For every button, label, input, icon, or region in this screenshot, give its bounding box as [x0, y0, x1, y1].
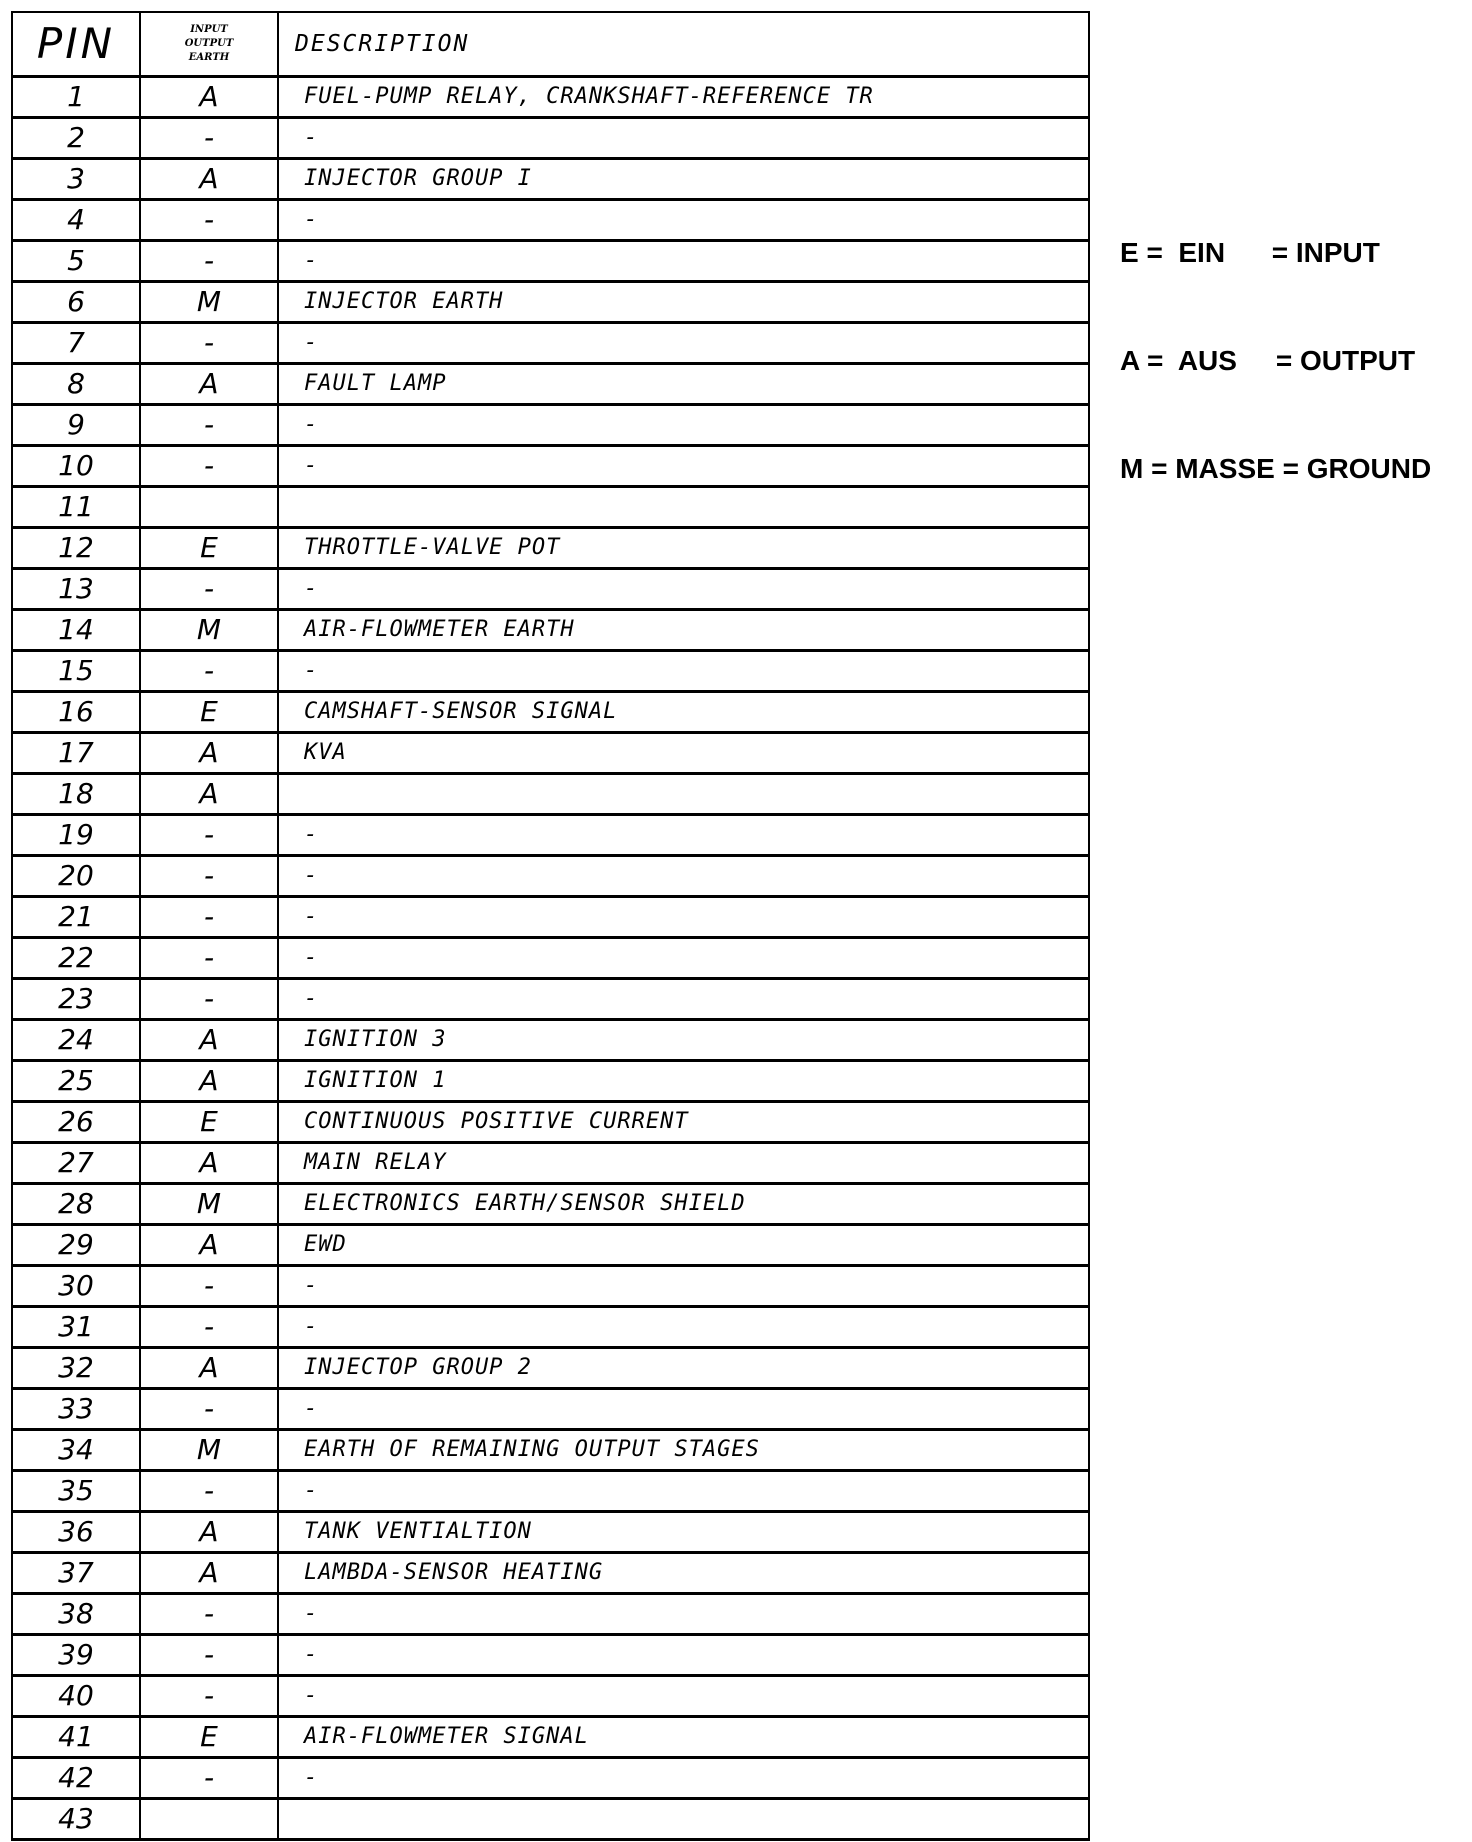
pin-description: -: [278, 199, 1089, 240]
legend-line-input: E = EIN = INPUT: [1120, 237, 1380, 268]
legend-line-output: A = AUS = OUTPUT: [1120, 345, 1416, 376]
pin-description: -: [278, 240, 1089, 281]
pin-io-type: -: [140, 568, 278, 609]
pin-io-type: -: [140, 404, 278, 445]
table-row: [12, 650, 1089, 691]
pin-number: 39: [12, 1634, 140, 1675]
pin-description: INJECTOR EARTH: [278, 281, 1089, 322]
pin-io-type: -: [140, 117, 278, 158]
pin-io-type: -: [140, 322, 278, 363]
pin-number: 4: [12, 199, 140, 240]
pin-number: 40: [12, 1675, 140, 1716]
pin-number: 5: [12, 240, 140, 281]
pin-number: 7: [12, 322, 140, 363]
table-row: [12, 1183, 1089, 1224]
pin-number: 20: [12, 855, 140, 896]
pin-description: EWD: [278, 1224, 1089, 1265]
pin-description: -: [278, 650, 1089, 691]
pin-description: -: [278, 1306, 1089, 1347]
pin-number: 35: [12, 1470, 140, 1511]
table-row: [12, 1224, 1089, 1265]
pin-description: MAIN RELAY: [278, 1142, 1089, 1183]
pin-io-type: A: [140, 1224, 278, 1265]
table-row: [12, 732, 1089, 773]
pin-number: 24: [12, 1019, 140, 1060]
pin-number: 29: [12, 1224, 140, 1265]
pin-io-type: -: [140, 1306, 278, 1347]
pin-number: 42: [12, 1757, 140, 1798]
pin-number: 12: [12, 527, 140, 568]
pin-number: 8: [12, 363, 140, 404]
pin-description: -: [278, 978, 1089, 1019]
pin-io-type: -: [140, 1757, 278, 1798]
pin-description: -: [278, 445, 1089, 486]
pin-number: 33: [12, 1388, 140, 1429]
pin-number: 18: [12, 773, 140, 814]
pin-number: 2: [12, 117, 140, 158]
pin-io-type: -: [140, 1675, 278, 1716]
table-row: [12, 322, 1089, 363]
pin-io-type: E: [140, 1716, 278, 1757]
pin-io-type: -: [140, 240, 278, 281]
pin-io-type: A: [140, 1142, 278, 1183]
pin-io-type: -: [140, 937, 278, 978]
table-row: [12, 1511, 1089, 1552]
table-row: [12, 609, 1089, 650]
table-row: [12, 1265, 1089, 1306]
pin-description: -: [278, 1593, 1089, 1634]
pin-number: 19: [12, 814, 140, 855]
pin-io-type: -: [140, 978, 278, 1019]
pin-number: 38: [12, 1593, 140, 1634]
table-row: [12, 527, 1089, 568]
table-row: [12, 1142, 1089, 1183]
pin-description: -: [278, 117, 1089, 158]
pin-number: 31: [12, 1306, 140, 1347]
pin-number: 22: [12, 937, 140, 978]
table-row: [12, 568, 1089, 609]
pin-description: INJECTOR GROUP I: [278, 158, 1089, 199]
table-row: [12, 1552, 1089, 1593]
pin-number: 9: [12, 404, 140, 445]
pin-number: 16: [12, 691, 140, 732]
table-row: [12, 1347, 1089, 1388]
pin-description: -: [278, 1634, 1089, 1675]
table-row: [12, 855, 1089, 896]
pin-io-type: -: [140, 650, 278, 691]
io-header-line: OUTPUT: [184, 37, 234, 49]
pin-number: 14: [12, 609, 140, 650]
table-row: [12, 1757, 1089, 1798]
pin-io-type: -: [140, 1470, 278, 1511]
pin-io-type: M: [140, 609, 278, 650]
pin-io-type: A: [140, 1019, 278, 1060]
pin-number: 6: [12, 281, 140, 322]
pin-description: CAMSHAFT-SENSOR SIGNAL: [278, 691, 1089, 732]
table-row: [12, 1101, 1089, 1142]
pin-description: -: [278, 322, 1089, 363]
pin-description: -: [278, 568, 1089, 609]
table-row: [12, 404, 1089, 445]
pin-io-type: M: [140, 1429, 278, 1470]
pin-description: FUEL-PUMP RELAY, CRANKSHAFT-REFERENCE TR: [278, 76, 1089, 117]
table-row: [12, 1798, 1089, 1839]
pin-description: -: [278, 855, 1089, 896]
pin-io-type: A: [140, 1511, 278, 1552]
pin-description: LAMBDA-SENSOR HEATING: [278, 1552, 1089, 1593]
table-row: [12, 1388, 1089, 1429]
pin-description: -: [278, 1757, 1089, 1798]
io-legend: [1120, 163, 1431, 523]
pin-description: AIR-FLOWMETER EARTH: [278, 609, 1089, 650]
pin-io-type: A: [140, 363, 278, 404]
table-row: [12, 240, 1089, 281]
table-row: [12, 978, 1089, 1019]
pin-column-header: PIN: [12, 12, 140, 76]
table-header-row: [12, 12, 1089, 76]
pin-io-type: A: [140, 773, 278, 814]
pin-description: THROTTLE-VALVE POT: [278, 527, 1089, 568]
pin-io-type: A: [140, 1060, 278, 1101]
io-column-header: [140, 12, 278, 76]
pin-number: 17: [12, 732, 140, 773]
pin-description: -: [278, 1675, 1089, 1716]
table-row: [12, 199, 1089, 240]
table-row: [12, 896, 1089, 937]
pin-number: 43: [12, 1798, 140, 1839]
table-row: [12, 76, 1089, 117]
pin-description: [278, 773, 1089, 814]
table-row: [12, 814, 1089, 855]
pin-description: -: [278, 896, 1089, 937]
pin-assignment-table: [11, 11, 1090, 1841]
table-row: [12, 1634, 1089, 1675]
table-row: [12, 1470, 1089, 1511]
pin-io-type: E: [140, 527, 278, 568]
pin-io-type: A: [140, 1552, 278, 1593]
pin-number: 36: [12, 1511, 140, 1552]
pin-description: -: [278, 937, 1089, 978]
pin-number: 26: [12, 1101, 140, 1142]
io-header-line: EARTH: [188, 51, 230, 63]
table-row: [12, 1593, 1089, 1634]
pin-io-type: A: [140, 158, 278, 199]
pin-description: CONTINUOUS POSITIVE CURRENT: [278, 1101, 1089, 1142]
pin-description: [278, 486, 1089, 527]
pin-description: INJECTOP GROUP 2: [278, 1347, 1089, 1388]
table-row: [12, 486, 1089, 527]
pin-description: EARTH OF REMAINING OUTPUT STAGES: [278, 1429, 1089, 1470]
pin-description: KVA: [278, 732, 1089, 773]
pin-io-type: E: [140, 691, 278, 732]
pin-number: 15: [12, 650, 140, 691]
pin-description: -: [278, 814, 1089, 855]
table-row: [12, 281, 1089, 322]
pin-number: 10: [12, 445, 140, 486]
pin-number: 13: [12, 568, 140, 609]
pin-io-type: -: [140, 445, 278, 486]
pin-number: 1: [12, 76, 140, 117]
pin-number: 41: [12, 1716, 140, 1757]
table-row: [12, 445, 1089, 486]
pin-number: 28: [12, 1183, 140, 1224]
io-header-line: INPUT: [190, 23, 228, 35]
table-row: [12, 691, 1089, 732]
pin-number: 32: [12, 1347, 140, 1388]
table-row: [12, 363, 1089, 404]
table-row: [12, 1060, 1089, 1101]
pin-io-type: -: [140, 199, 278, 240]
pin-description: -: [278, 1388, 1089, 1429]
pin-description: ELECTRONICS EARTH/SENSOR SHIELD: [278, 1183, 1089, 1224]
pin-io-type: E: [140, 1101, 278, 1142]
pin-number: 34: [12, 1429, 140, 1470]
pin-io-type: -: [140, 814, 278, 855]
pin-number: 37: [12, 1552, 140, 1593]
table-row: [12, 1019, 1089, 1060]
table-row: [12, 1675, 1089, 1716]
pin-number: 23: [12, 978, 140, 1019]
pin-number: 3: [12, 158, 140, 199]
pin-description: [278, 1798, 1089, 1839]
pin-io-type: -: [140, 855, 278, 896]
pin-description: TANK VENTIALTION: [278, 1511, 1089, 1552]
table-row: [12, 117, 1089, 158]
pin-description: IGNITION 3: [278, 1019, 1089, 1060]
pin-io-type: -: [140, 1593, 278, 1634]
table-row: [12, 937, 1089, 978]
pin-io-type: M: [140, 281, 278, 322]
pin-number: 30: [12, 1265, 140, 1306]
pin-io-type: -: [140, 896, 278, 937]
pin-io-type: [140, 1798, 278, 1839]
table-row: [12, 1716, 1089, 1757]
legend-line-ground: M = MASSE = GROUND: [1120, 453, 1432, 484]
table-row: [12, 773, 1089, 814]
pin-rows: [12, 76, 1089, 1839]
pin-description: -: [278, 1265, 1089, 1306]
pin-description: AIR-FLOWMETER SIGNAL: [278, 1716, 1089, 1757]
table-row: [12, 1306, 1089, 1347]
table-row: [12, 1429, 1089, 1470]
description-column-header: DESCRIPTION: [278, 12, 1089, 76]
pin-io-type: -: [140, 1265, 278, 1306]
pin-description: IGNITION 1: [278, 1060, 1089, 1101]
table-row: [12, 158, 1089, 199]
pin-io-type: M: [140, 1183, 278, 1224]
pin-number: 11: [12, 486, 140, 527]
pin-number: 25: [12, 1060, 140, 1101]
pin-description: -: [278, 1470, 1089, 1511]
pin-description: FAULT LAMP: [278, 363, 1089, 404]
pin-io-type: [140, 486, 278, 527]
pin-description: -: [278, 404, 1089, 445]
pin-number: 27: [12, 1142, 140, 1183]
pin-io-type: A: [140, 1347, 278, 1388]
pin-io-type: A: [140, 732, 278, 773]
pin-io-type: -: [140, 1634, 278, 1675]
pin-io-type: -: [140, 1388, 278, 1429]
pin-number: 21: [12, 896, 140, 937]
pin-io-type: A: [140, 76, 278, 117]
